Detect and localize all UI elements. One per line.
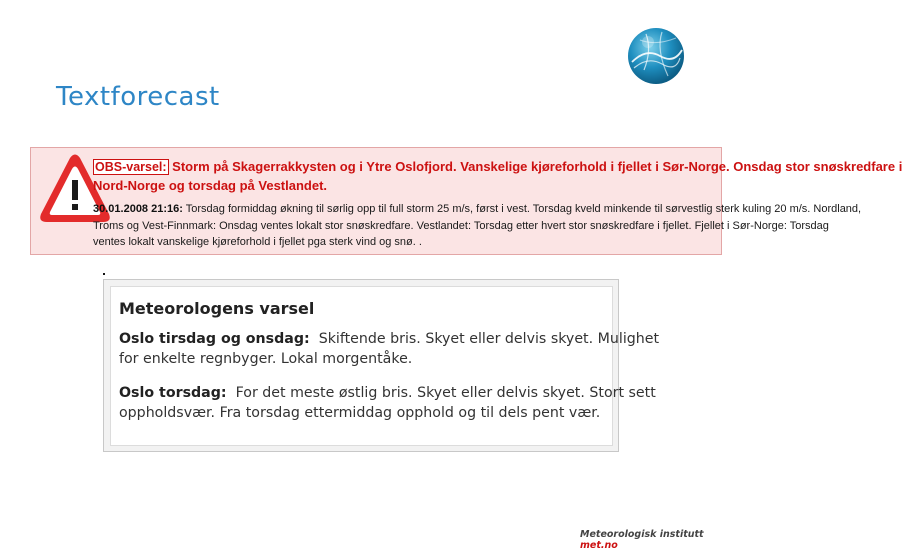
footer-credit bbox=[580, 529, 728, 551]
forecast-item2-line1 bbox=[119, 383, 656, 403]
warning-detail-line3: ventes lokalt vanskelige kjøreforhold i fjellet pga sterk vind og snø. . bbox=[93, 236, 422, 248]
forecast-item1-line2: for enkelte regnbyger. Lokal morgentåke. bbox=[119, 351, 413, 367]
bullet-dot bbox=[103, 273, 105, 275]
warning-timestamp: 30.01.2008 21:16: bbox=[93, 203, 183, 215]
obs-label: OBS-varsel: bbox=[95, 160, 167, 174]
forecast-item2-text1: For det meste østlig bris. Skyet eller delvis skyet. Stort sett bbox=[226, 385, 656, 401]
forecast-inner bbox=[110, 286, 660, 446]
forecast-item1-line1 bbox=[119, 329, 659, 349]
forecast-item2-place: Oslo torsdag: bbox=[119, 385, 227, 401]
footer-institute: Meteorologisk institutt bbox=[580, 529, 704, 540]
forecast-item1-text1: Skiftende bris. Skyet eller delvis skyet. Mulighet bbox=[309, 331, 660, 347]
forecast-panel bbox=[103, 279, 660, 452]
weather-warning-box bbox=[30, 147, 902, 255]
footer-site: met.no bbox=[580, 540, 618, 551]
warning-obs-line1 bbox=[93, 160, 902, 174]
met-globe-logo-icon bbox=[626, 26, 686, 86]
warning-detail-line1 bbox=[93, 204, 861, 215]
forecast-item1-place: Oslo tirsdag og onsdag: bbox=[119, 331, 310, 347]
detail-text-1: Torsdag formiddag økning til sørlig opp til full storm 25 m/s, først i vest. Torsdag kveld minkende til sørvestlig sterk kuling 20 m/s. Nordland, bbox=[182, 203, 862, 215]
forecast-heading: Meteorologens varsel bbox=[119, 299, 315, 318]
forecast-item2-line2: oppholdsvær. Fra torsdag ettermiddag opphold og til dels pent vær. bbox=[119, 405, 601, 421]
obs-text-1: Storm på Skagerrakkysten og i Ytre Oslofjord. Vanskelige kjøreforhold i fjellet i Sør-Norge. Onsdag stor snøskredfare i bbox=[168, 159, 902, 174]
obs-text-2: Nord-Norge og torsdag på Vestlandet. bbox=[93, 178, 328, 193]
warning-detail-line2: Troms og Vest-Finnmark: Onsdag ventes lokalt stor snøskredfare. Vestlandet: Torsdag etter hvert stor snøskredfare i fjellet. Fjellet i Sør-Norge: Torsdag bbox=[93, 220, 829, 232]
warning-obs-line2 bbox=[93, 179, 327, 193]
page-title: Textforecast bbox=[56, 82, 220, 112]
